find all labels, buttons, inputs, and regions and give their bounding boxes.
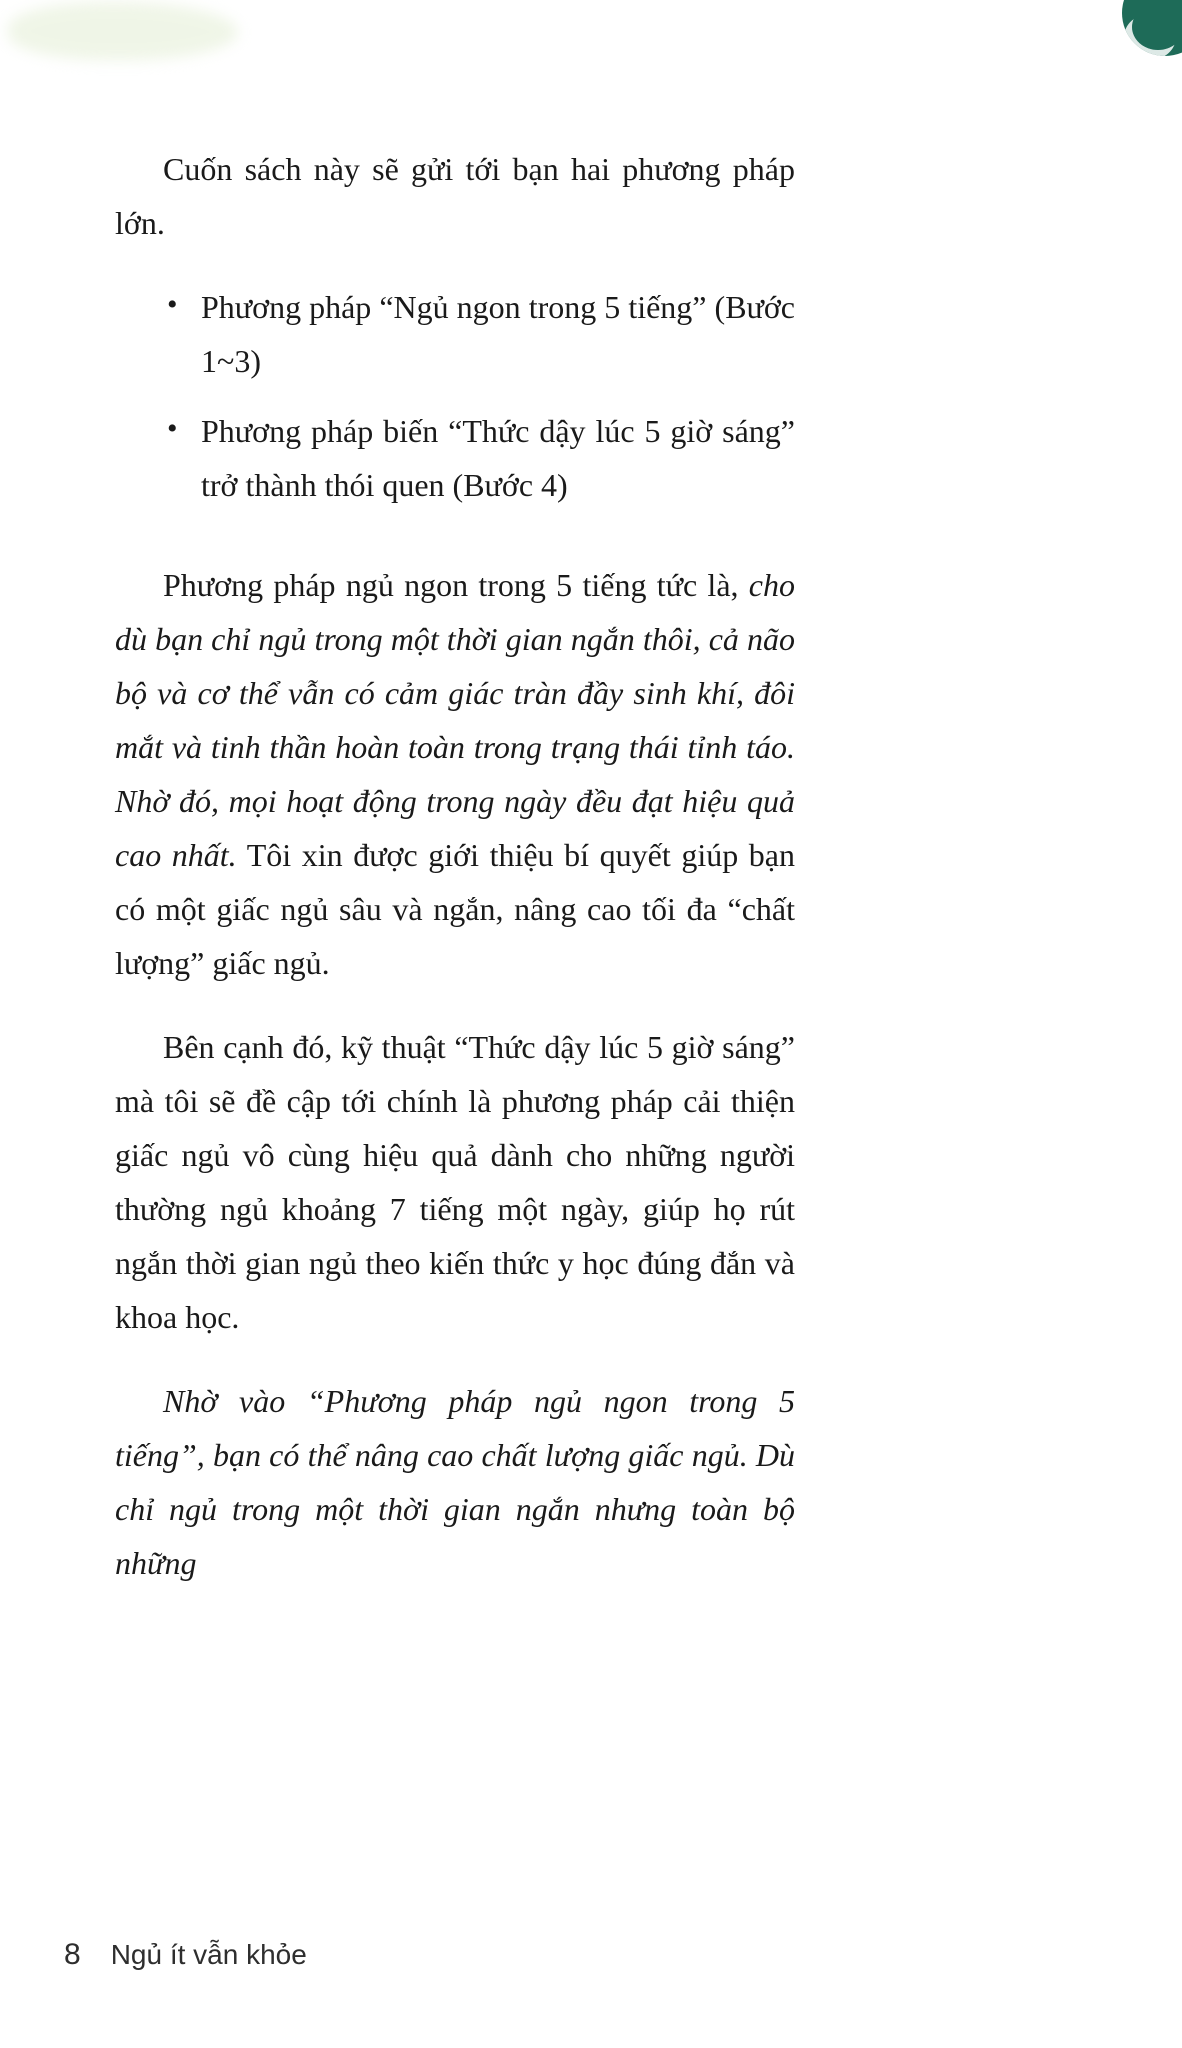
paragraph-method-tail: Tôi xin được giới thiệu bí quyết giúp bạn có một giấc ngủ sâu và ngắn, nâng cao tối đa “chất lượng” giấc ngủ. [115,837,796,981]
page-footer [64,1938,307,1972]
page-content [115,142,795,1620]
corner-logo-swirl-icon [1132,4,1182,50]
paragraph-closing: Nhờ vào “Phương pháp ngủ ngon trong 5 tiếng”, bạn có thể nâng cao chất lượng giấc ngủ. Dù chỉ ngủ trong một thời gian ngắn nhưng toàn bộ những [115,1383,795,1581]
bullet-icon: • [167,288,178,321]
bullet-icon: • [167,412,178,445]
paragraph-intro: Cuốn sách này sẽ gửi tới bạn hai phương pháp lớn. [115,151,795,241]
bullet-text: Phương pháp “Ngủ ngon trong 5 tiếng” (Bước 1~3) [201,289,795,379]
paragraph-method-italic: cho dù bạn chỉ ngủ trong một thời gian ngắn thôi, cả não bộ và cơ thể vẫn có cảm giác tràn đầy sinh khí, đôi mắt và tinh thần hoàn toàn trong trạng thái tỉnh táo. Nhờ đó, mọi hoạt động trong ngày đều đạt hiệu quả cao nhất. [115,567,795,873]
corner-logo-circle [1122,0,1182,56]
bullet-list [115,280,795,512]
page-number: 8 [64,1938,81,1971]
paragraph-wakeup: Bên cạnh đó, kỹ thuật “Thức dậy lúc 5 giờ sáng” mà tôi sẽ đề cập tới chính là phương pháp cải thiện giấc ngủ vô cùng hiệu quả dành cho những người thường ngủ khoảng 7 tiếng một ngày, giúp họ rút ngắn thời gian ngủ theo kiến thức y học đúng đắn và khoa học. [115,1029,795,1335]
list-item [115,404,795,512]
book-title: Ngủ ít vẫn khỏe [110,1939,307,1970]
bullet-text: Phương pháp biến “Thức dậy lúc 5 giờ sáng” trở thành thói quen (Bước 4) [201,413,795,503]
paragraph-method [115,558,795,990]
list-item [115,280,795,388]
paragraph-method-lead: Phương pháp ngủ ngon trong 5 tiếng tức là, [163,567,749,603]
scan-smudge-decoration [8,2,238,60]
